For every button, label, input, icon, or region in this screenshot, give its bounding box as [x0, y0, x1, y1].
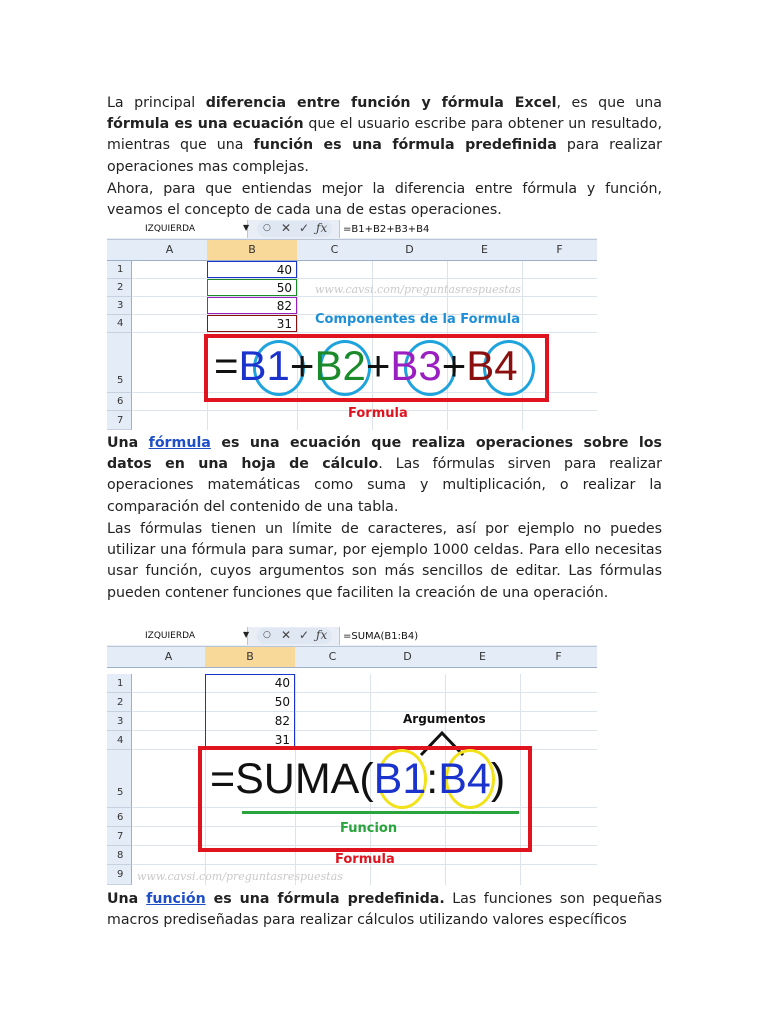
row-header: 3 [107, 712, 132, 731]
check-icon: ✓ [299, 628, 310, 642]
label-funcion: Funcion [340, 821, 398, 836]
label-componentes: Componentes de la Formula [315, 312, 521, 327]
cell-b4: 31 [276, 317, 292, 331]
row-header: 6 [107, 393, 132, 411]
label-formula: Formula [335, 852, 395, 867]
row-header: 4 [107, 315, 132, 333]
excel-screenshot-formula [107, 220, 597, 430]
column-header-c: C [297, 240, 373, 261]
row-header: 6 [107, 808, 132, 827]
name-box: IZQUIERDA ▼ [107, 220, 248, 238]
formula-definition-paragraph: Una fórmula es una ecuación que realiza operaciones sobre los datos en una hoja de cálculo. Las fórmulas sirven para realizar operaciones matemáticas como suma y multiplicación, o realizar la comparación del contenido de una tabla. [107, 435, 662, 515]
check-icon: ✓ [299, 221, 310, 235]
select-all-corner [107, 647, 133, 668]
row-header: 8 [107, 846, 132, 865]
excel-screenshot-function [107, 627, 597, 885]
function-underline [242, 811, 519, 814]
formula-bar [107, 220, 597, 240]
link-funcion[interactable]: función [146, 891, 206, 907]
big-function: =SUMA(B1:B4) [210, 755, 506, 803]
chevron-down-icon: ▼ [243, 223, 250, 232]
fx-icon: ƒx [316, 221, 328, 235]
row-header: 2 [107, 693, 132, 712]
cell-b1: 40 [274, 676, 290, 690]
column-header-b: B [207, 240, 298, 261]
select-all-corner [107, 240, 133, 261]
link-formula[interactable]: fórmula [148, 435, 211, 451]
row-header: 2 [107, 279, 132, 297]
cell-b3: 82 [276, 299, 292, 313]
intro-paragraph: La principal diferencia entre función y fórmula Excel, es que una fórmula es una ecuación que el usuario escribe para obtener un resultado, mientras que una función es una fórmula predefinida para realizar operaciones mas complejas. [107, 95, 662, 175]
chevron-down-icon: ▼ [243, 630, 250, 639]
formula-bar [107, 627, 597, 647]
cell-b3: 82 [274, 714, 290, 728]
name-box: IZQUIERDA ▼ [107, 627, 248, 645]
function-definition-paragraph: Una función es una fórmula predefinida. Las funciones son pequeñas macros prediseñadas para realizar cálculos utilizando valores específicos [107, 891, 662, 929]
watermark: www.cavsi.com/preguntasrespuestas [137, 870, 343, 883]
column-header-e: E [447, 240, 523, 261]
row-header: 4 [107, 731, 132, 750]
cell-b2: 50 [274, 695, 290, 709]
big-formula: =B1+B2+B3+B4 [214, 342, 518, 389]
cancel-icon: ✕ [281, 628, 292, 642]
formula-text: =B1+B2+B3+B4 [339, 220, 597, 238]
column-header-f: F [522, 240, 597, 261]
cancel-icon: ✕ [281, 221, 292, 235]
column-header-f: F [520, 647, 597, 668]
column-header-a: A [132, 647, 206, 668]
row-header: 7 [107, 827, 132, 846]
cell-b4: 31 [274, 733, 290, 747]
row-header: 1 [107, 674, 132, 693]
row-header: 7 [107, 411, 132, 430]
formula-buttons [257, 628, 332, 644]
watermark: www.cavsi.com/preguntasrespuestas [315, 283, 521, 296]
cell-b1: 40 [276, 263, 292, 277]
column-header-d: D [372, 240, 448, 261]
column-header-a: A [132, 240, 208, 261]
column-header-e: E [445, 647, 521, 668]
formula-limit-paragraph: Las fórmulas tienen un límite de caracteres, así por ejemplo no puedes utilizar una fórmula para sumar, por ejemplo 1000 celdas. Para ello necesitas usar función, cuyos argumentos son más sencillos de editar. Las fórmulas pueden contener funciones que faciliten la creación de una operación. [107, 521, 662, 601]
row-header: 5 [107, 333, 132, 393]
column-header-b: B [205, 647, 296, 668]
formula-buttons [257, 221, 332, 237]
label-formula: Formula [348, 406, 408, 421]
circle-icon: ○ [263, 223, 271, 233]
cell-b2: 50 [276, 281, 292, 295]
formula-text: =SUMA(B1:B4) [339, 627, 597, 645]
row-header: 1 [107, 261, 132, 279]
column-header-d: D [370, 647, 446, 668]
label-argumentos: Argumentos [403, 712, 486, 726]
row-header: 3 [107, 297, 132, 315]
row-header: 5 [107, 750, 132, 808]
circle-icon: ○ [263, 630, 271, 640]
fx-icon: ƒx [316, 628, 328, 642]
row-header: 9 [107, 865, 132, 885]
intro-paragraph-2: Ahora, para que entiendas mejor la diferencia entre fórmula y función, veamos el concepto de cada una de estas operaciones. [107, 181, 662, 219]
column-header-c: C [295, 647, 371, 668]
